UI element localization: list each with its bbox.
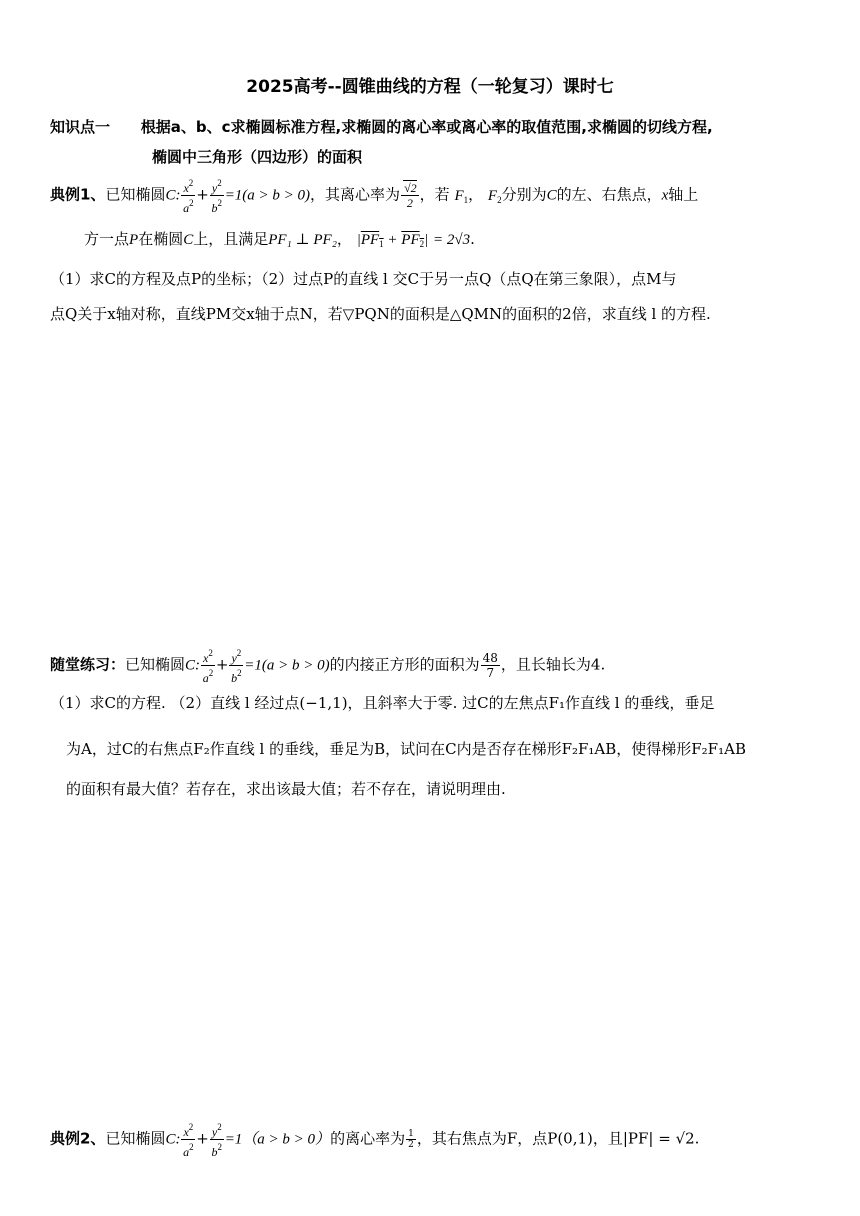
example2-line1: 典例2、已知椭圆C: $\frac{x^2}{a^2}$ + $\frac{y^2}{b^2}$ =1（a > b > 0）的离心率为 $\frac{1}{2}$ ，其右焦点为F，点P(0,1)，且|PF| = √2. xyxy=(50,1122,700,1159)
vector-condition: = 2√3 xyxy=(433,232,471,248)
ellipse-name: C: xyxy=(165,187,181,204)
knowledge-text-2: 椭圆中三角形（四边形）的面积 xyxy=(152,148,363,166)
y-fraction: $\frac{y^2}{b^2}$ xyxy=(211,178,223,215)
example1-label: 典例1、 xyxy=(50,185,106,204)
example1-line4: 点Q关于x轴对称，直线PM交x轴于点N，若▽PQN的面积是△QMN的面积的2倍，求直线 l 的方程. xyxy=(50,305,711,323)
practice-label: 随堂练习： xyxy=(50,655,126,674)
knowledge-section xyxy=(50,116,713,137)
practice-line3: 为A，过C的右焦点F₂作直线 l 的垂线，垂足为B，试问在C内是否存在梯形F₂F₁AB，使得梯形F₂F₁AB xyxy=(66,740,746,758)
vector-sum: $|PF_1 + PF_2|$ xyxy=(356,232,429,249)
area-fraction: $\frac{48}{7}$ xyxy=(482,651,498,680)
practice-line2: （1）求C的方程. （2）直线 l 经过点(−1,1)，且斜率大于零. 过C的左焦点F₁作直线 l 的垂线，垂足 xyxy=(50,694,715,712)
example2-label: 典例2、 xyxy=(50,1129,106,1148)
perpendicular-condition: PF₁ ⊥ PF₂ xyxy=(268,232,337,248)
practice-line4: 的面积有最大值？若存在，求出该最大值；若不存在，请说明理由. xyxy=(66,780,506,798)
half-fraction: $\frac{1}{2}$ xyxy=(408,1129,414,1150)
knowledge-label: 知识点一 xyxy=(50,118,111,136)
example1-line1: 典例1、已知椭圆C: $\frac{x^2}{a^2}$ + $\frac{y^2}{b^2}$ =1(a > b > 0)，其离心率为 $\frac{√2}{2}$ ，若 $F_1$， $F_2$分别为C的左、右焦点，x轴上 xyxy=(50,178,699,215)
page-title: 2025高考--圆锥曲线的方程（一轮复习）课时七 xyxy=(246,77,614,97)
knowledge-text-1: 根据a、b、c求椭圆标准方程,求椭圆的离心率或离心率的取值范围,求椭圆的切线方程, xyxy=(140,118,713,136)
eccentricity-fraction: $\frac{√2}{2}$ xyxy=(401,181,419,210)
practice-line1: 随堂练习：已知椭圆C: $\frac{x^2}{a^2}$ + $\frac{y^2}{b^2}$ =1(a > b > 0)的内接正方形的面积为 $\frac{48}{7}$ ，且长轴长为4. xyxy=(50,648,606,685)
x-fraction: $\frac{x^2}{a^2}$ xyxy=(183,178,194,215)
ellipse-condition: =1(a > b > 0) xyxy=(224,187,311,204)
example1-line2: 方一点P在椭圆C上，且满足PF₁ ⊥ PF₂， $|PF_1 + PF_2| = 2√3$. xyxy=(84,230,475,249)
example1-line3: （1）求C的方程及点P的坐标；（2）过点P的直线 l 交C于另一点Q（点Q在第三象限），点M与 xyxy=(50,270,677,288)
